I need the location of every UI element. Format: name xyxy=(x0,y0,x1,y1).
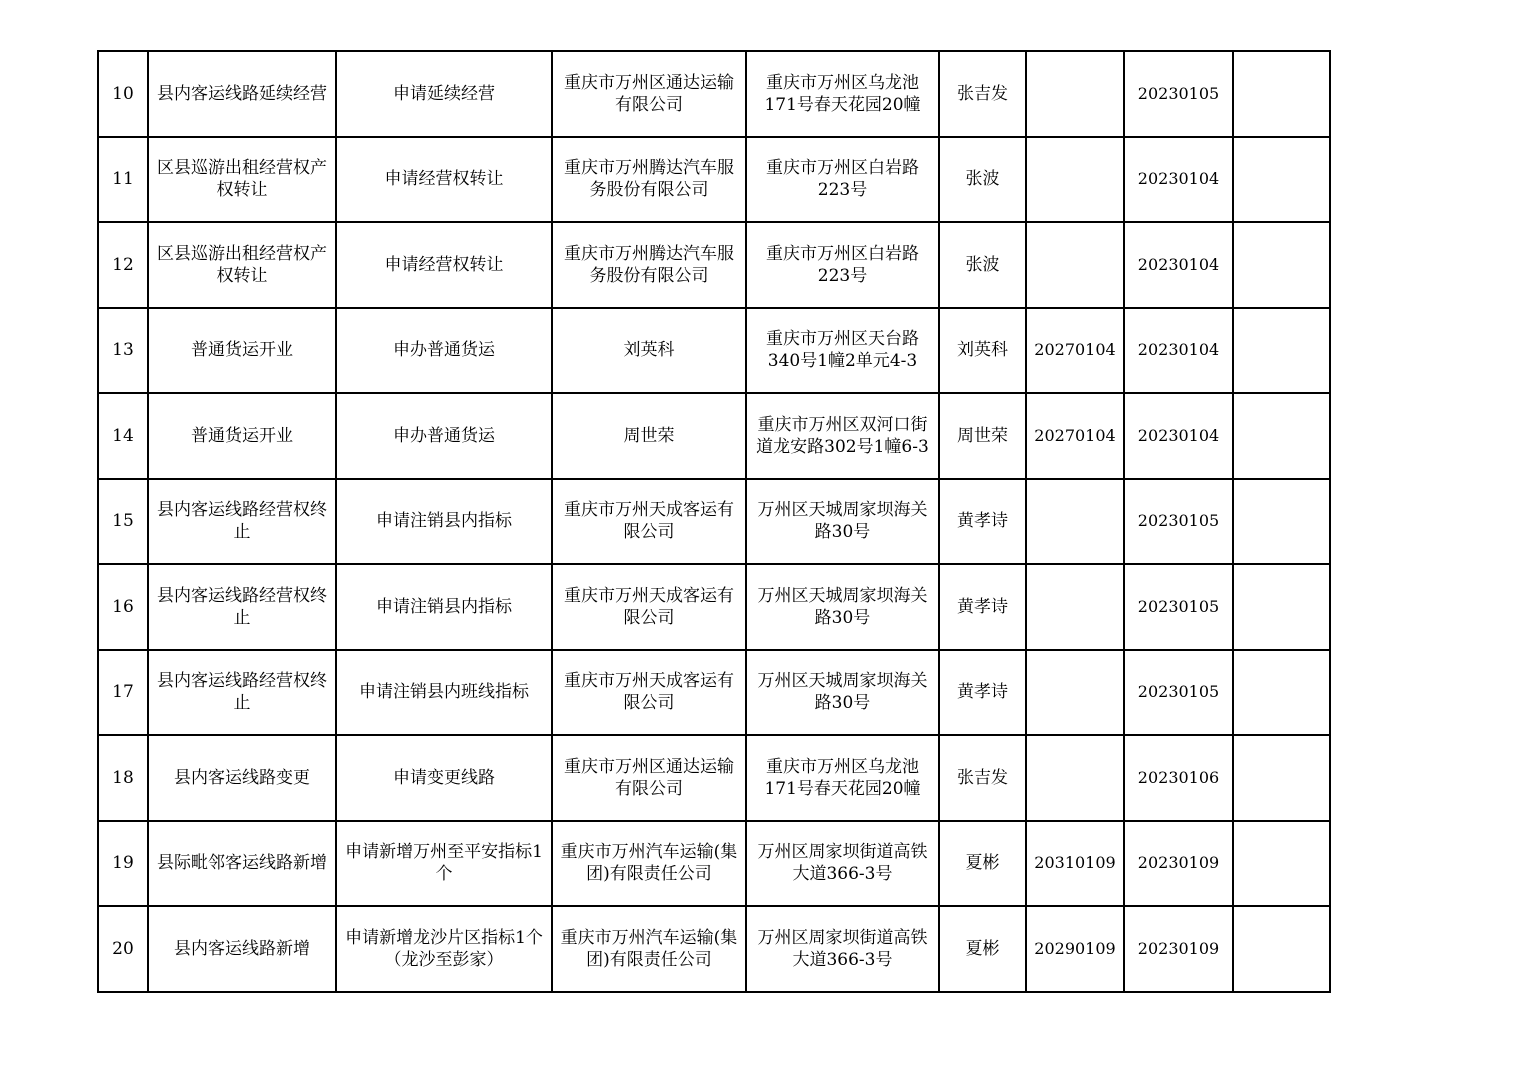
cell-date: 20230106 xyxy=(1124,735,1233,821)
cell-number: 10 xyxy=(98,51,148,137)
cell-note xyxy=(1233,821,1330,907)
cell-request: 申请经营权转让 xyxy=(336,222,552,308)
cell-valid-until xyxy=(1026,479,1124,565)
permit-table xyxy=(97,50,1331,993)
cell-contact: 黄孝诗 xyxy=(939,479,1026,565)
cell-number: 19 xyxy=(98,821,148,907)
cell-number: 15 xyxy=(98,479,148,565)
cell-category: 县际毗邻客运线路新增 xyxy=(148,821,336,907)
cell-date: 20230104 xyxy=(1124,137,1233,223)
cell-category: 普通货运开业 xyxy=(148,308,336,394)
cell-contact: 黄孝诗 xyxy=(939,564,1026,650)
cell-address: 重庆市万州区白岩路223号 xyxy=(746,137,939,223)
cell-address: 万州区周家坝街道高铁大道366-3号 xyxy=(746,821,939,907)
cell-request: 申办普通货运 xyxy=(336,308,552,394)
cell-address: 重庆市万州区天台路340号1幢2单元4-3 xyxy=(746,308,939,394)
cell-category: 普通货运开业 xyxy=(148,393,336,479)
cell-request: 申请变更线路 xyxy=(336,735,552,821)
cell-number: 20 xyxy=(98,906,148,992)
cell-contact: 夏彬 xyxy=(939,906,1026,992)
table-row xyxy=(98,821,1330,907)
cell-note xyxy=(1233,564,1330,650)
cell-contact: 张波 xyxy=(939,222,1026,308)
cell-number: 12 xyxy=(98,222,148,308)
cell-valid-until xyxy=(1026,564,1124,650)
cell-applicant: 重庆市万州区通达运输有限公司 xyxy=(552,51,746,137)
table-row xyxy=(98,137,1330,223)
cell-address: 万州区周家坝街道高铁大道366-3号 xyxy=(746,906,939,992)
cell-applicant: 周世荣 xyxy=(552,393,746,479)
table-row xyxy=(98,906,1330,992)
cell-note xyxy=(1233,137,1330,223)
cell-date: 20230105 xyxy=(1124,564,1233,650)
cell-date: 20230104 xyxy=(1124,393,1233,479)
cell-request: 申请注销县内指标 xyxy=(336,479,552,565)
cell-note xyxy=(1233,650,1330,736)
cell-category: 县内客运线路变更 xyxy=(148,735,336,821)
cell-note xyxy=(1233,906,1330,992)
cell-valid-until: 20270104 xyxy=(1026,393,1124,479)
cell-category: 县内客运线路经营权终止 xyxy=(148,479,336,565)
cell-number: 16 xyxy=(98,564,148,650)
cell-applicant: 刘英科 xyxy=(552,308,746,394)
cell-category: 县内客运线路延续经营 xyxy=(148,51,336,137)
cell-number: 13 xyxy=(98,308,148,394)
cell-valid-until: 20310109 xyxy=(1026,821,1124,907)
table-row xyxy=(98,479,1330,565)
cell-number: 11 xyxy=(98,137,148,223)
cell-note xyxy=(1233,735,1330,821)
cell-valid-until xyxy=(1026,222,1124,308)
cell-note xyxy=(1233,479,1330,565)
cell-address: 重庆市万州区白岩路223号 xyxy=(746,222,939,308)
table-row xyxy=(98,393,1330,479)
cell-note xyxy=(1233,393,1330,479)
cell-applicant: 重庆市万州腾达汽车服务股份有限公司 xyxy=(552,222,746,308)
cell-request: 申请新增万州至平安指标1个 xyxy=(336,821,552,907)
table-body xyxy=(98,51,1330,992)
cell-request: 申办普通货运 xyxy=(336,393,552,479)
cell-category: 县内客运线路新增 xyxy=(148,906,336,992)
cell-valid-until: 20290109 xyxy=(1026,906,1124,992)
cell-applicant: 重庆市万州天成客运有限公司 xyxy=(552,650,746,736)
cell-valid-until xyxy=(1026,51,1124,137)
cell-contact: 夏彬 xyxy=(939,821,1026,907)
cell-applicant: 重庆市万州天成客运有限公司 xyxy=(552,479,746,565)
cell-valid-until xyxy=(1026,137,1124,223)
cell-contact: 黄孝诗 xyxy=(939,650,1026,736)
cell-date: 20230109 xyxy=(1124,821,1233,907)
cell-contact: 周世荣 xyxy=(939,393,1026,479)
cell-request: 申请注销县内指标 xyxy=(336,564,552,650)
cell-date: 20230105 xyxy=(1124,51,1233,137)
cell-date: 20230104 xyxy=(1124,308,1233,394)
cell-address: 重庆市万州区双河口街道龙安路302号1幢6-3 xyxy=(746,393,939,479)
table-row xyxy=(98,51,1330,137)
cell-valid-until xyxy=(1026,735,1124,821)
table-row xyxy=(98,222,1330,308)
cell-contact: 张吉发 xyxy=(939,51,1026,137)
cell-date: 20230104 xyxy=(1124,222,1233,308)
cell-number: 17 xyxy=(98,650,148,736)
cell-applicant: 重庆市万州汽车运输(集团)有限责任公司 xyxy=(552,906,746,992)
table-row xyxy=(98,735,1330,821)
cell-valid-until: 20270104 xyxy=(1026,308,1124,394)
cell-number: 18 xyxy=(98,735,148,821)
cell-applicant: 重庆市万州腾达汽车服务股份有限公司 xyxy=(552,137,746,223)
table-row xyxy=(98,564,1330,650)
cell-number: 14 xyxy=(98,393,148,479)
cell-address: 万州区天城周家坝海关路30号 xyxy=(746,479,939,565)
cell-address: 重庆市万州区乌龙池171号春天花园20幢 xyxy=(746,735,939,821)
cell-request: 申请注销县内班线指标 xyxy=(336,650,552,736)
cell-date: 20230109 xyxy=(1124,906,1233,992)
cell-request: 申请延续经营 xyxy=(336,51,552,137)
table-row xyxy=(98,650,1330,736)
cell-note xyxy=(1233,308,1330,394)
cell-category: 县内客运线路经营权终止 xyxy=(148,564,336,650)
cell-note xyxy=(1233,51,1330,137)
cell-request: 申请经营权转让 xyxy=(336,137,552,223)
cell-request: 申请新增龙沙片区指标1个（龙沙至彭家） xyxy=(336,906,552,992)
cell-applicant: 重庆市万州天成客运有限公司 xyxy=(552,564,746,650)
record-sheet xyxy=(97,50,1331,993)
table-row xyxy=(98,308,1330,394)
cell-valid-until xyxy=(1026,650,1124,736)
cell-contact: 刘英科 xyxy=(939,308,1026,394)
cell-category: 县内客运线路经营权终止 xyxy=(148,650,336,736)
cell-contact: 张吉发 xyxy=(939,735,1026,821)
cell-date: 20230105 xyxy=(1124,650,1233,736)
cell-address: 万州区天城周家坝海关路30号 xyxy=(746,650,939,736)
cell-category: 区县巡游出租经营权产权转让 xyxy=(148,137,336,223)
cell-contact: 张波 xyxy=(939,137,1026,223)
cell-address: 重庆市万州区乌龙池171号春天花园20幢 xyxy=(746,51,939,137)
cell-date: 20230105 xyxy=(1124,479,1233,565)
cell-category: 区县巡游出租经营权产权转让 xyxy=(148,222,336,308)
cell-applicant: 重庆市万州区通达运输有限公司 xyxy=(552,735,746,821)
cell-address: 万州区天城周家坝海关路30号 xyxy=(746,564,939,650)
cell-note xyxy=(1233,222,1330,308)
cell-applicant: 重庆市万州汽车运输(集团)有限责任公司 xyxy=(552,821,746,907)
